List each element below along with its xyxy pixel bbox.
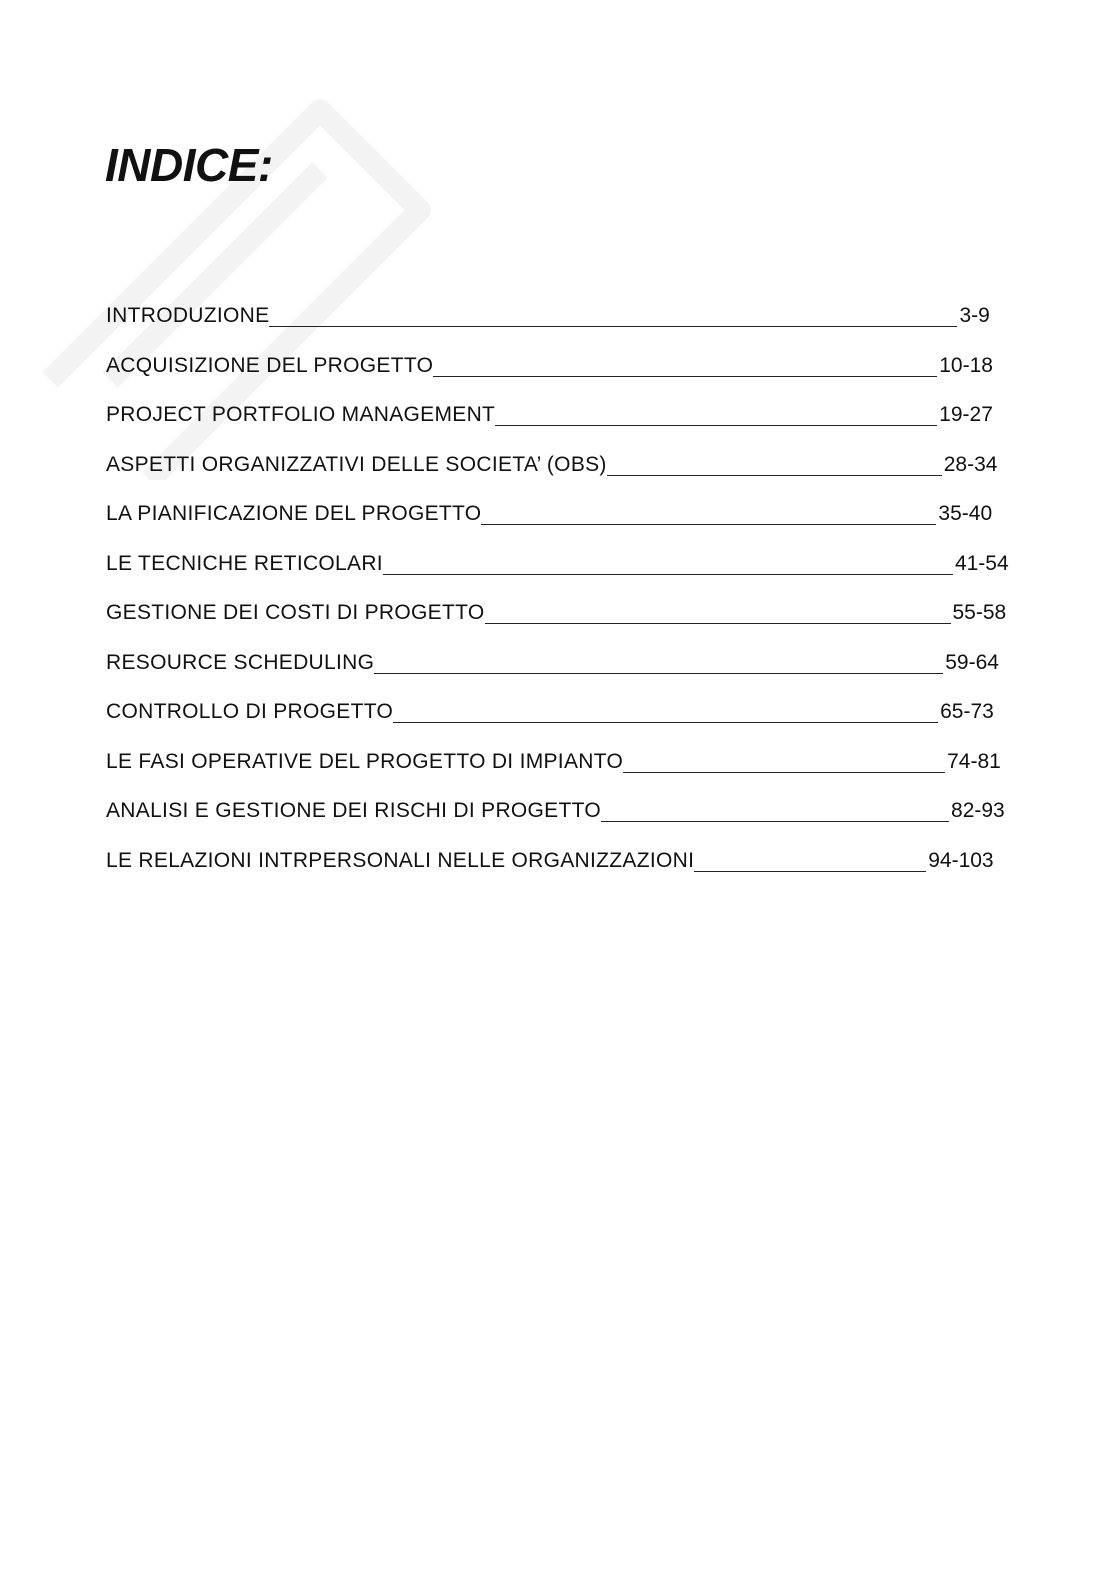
toc-entry	[106, 498, 1009, 548]
toc-leader-line	[694, 845, 926, 872]
toc-leader-line	[607, 449, 942, 476]
toc-entry-title: INTRODUZIONE	[106, 304, 270, 327]
toc-leader-line	[495, 399, 937, 426]
toc-entry-pages: 3-9	[959, 304, 990, 327]
toc-entry-pages: 28-34	[943, 452, 998, 476]
toc-entry-pages: 41-54	[954, 551, 1009, 575]
toc-entry	[106, 845, 1009, 895]
toc-entry-pages: 55-58	[952, 601, 1007, 624]
toc-entry	[106, 548, 1009, 598]
toc-entry-title: PROJECT PORTFOLIO MANAGEMENT	[106, 403, 496, 426]
toc-entry-title: LE FASI OPERATIVE DEL PROGETTO DI IMPIANTO	[106, 749, 624, 773]
toc-entry	[106, 597, 1009, 647]
toc-entry-pages: 19-27	[939, 403, 993, 426]
table-of-contents	[106, 300, 1009, 894]
toc-entry-pages: 65-73	[940, 700, 994, 723]
toc-leader-line	[481, 498, 936, 525]
toc-entry	[106, 350, 1009, 400]
toc-entry-title: ACQUISIZIONE DEL PROGETTO	[106, 353, 434, 377]
toc-entry	[106, 449, 1009, 499]
toc-entry-title: ASPETTI ORGANIZZATIVI DELLE SOCIETA’ (OBS)	[106, 452, 607, 476]
toc-entry-pages: 94-103	[928, 848, 994, 872]
toc-entry-title: RESOURCE SCHEDULING	[106, 650, 375, 674]
toc-entry	[106, 746, 1009, 796]
toc-leader-line	[485, 597, 951, 624]
toc-leader-line	[623, 746, 945, 773]
toc-entry-pages: 82-93	[951, 799, 1005, 822]
toc-entry-pages: 74-81	[947, 749, 1001, 773]
toc-entry-title: ANALISI E GESTIONE DEI RISCHI DI PROGETTO	[106, 799, 602, 822]
toc-entry-title: LE RELAZIONI INTRPERSONALI NELLE ORGANIZZAZIONI	[106, 848, 695, 872]
toc-entry	[106, 399, 1009, 449]
toc-entry	[106, 696, 1009, 746]
toc-leader-line	[383, 548, 953, 575]
toc-entry-title: LE TECNICHE RETICOLARI	[106, 551, 383, 575]
toc-entry	[106, 300, 1009, 350]
toc-entry-title: CONTROLLO DI PROGETTO	[106, 700, 394, 723]
toc-entry	[106, 647, 1009, 697]
toc-entry-pages: 59-64	[945, 650, 999, 674]
toc-leader-line	[393, 696, 938, 723]
toc-leader-line	[269, 300, 957, 327]
toc-entry-pages: 10-18	[939, 353, 993, 377]
toc-entry-pages: 35-40	[938, 502, 993, 525]
toc-leader-line	[601, 795, 949, 822]
toc-entry	[106, 795, 1009, 845]
toc-entry-title: GESTIONE DEI COSTI DI PROGETTO	[106, 601, 485, 624]
page-title: INDICE:	[105, 139, 273, 191]
toc-entry-title: LA PIANIFICAZIONE DEL PROGETTO	[106, 502, 482, 525]
toc-leader-line	[374, 647, 943, 674]
toc-leader-line	[433, 350, 937, 377]
